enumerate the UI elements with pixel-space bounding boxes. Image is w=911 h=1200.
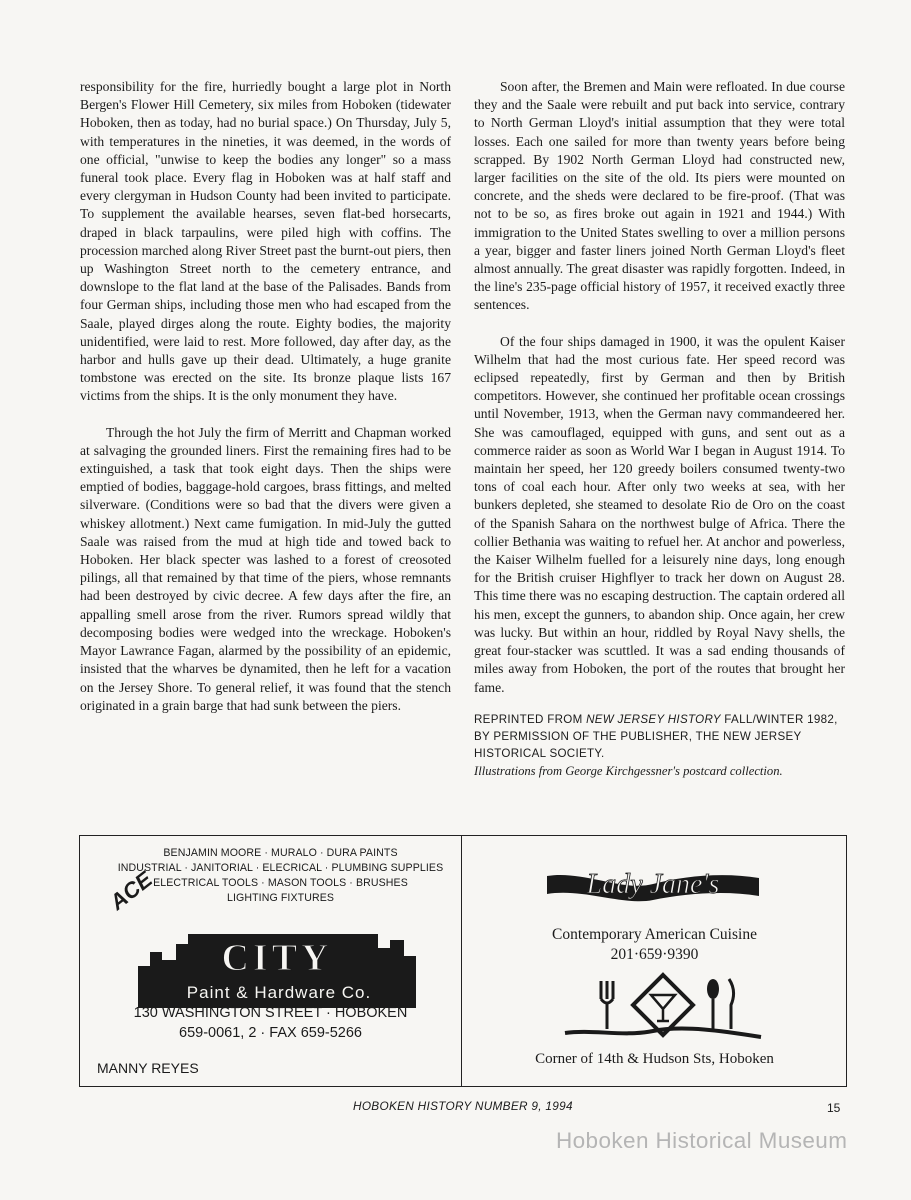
- city-owner-name: MANNY REYES: [97, 1060, 199, 1076]
- article-column-right: [474, 78, 845, 780]
- credit-rest: FALL/WINTER 1982, BY PERMISSION OF THE PUBLISHER, THE NEW JERSEY HISTORICAL SOCIETY.: [474, 712, 838, 760]
- spoon-icon: [707, 979, 719, 1029]
- lady-janes-phone: 201·659·9390: [610, 946, 699, 963]
- article-paragraph: Soon after, the Bremen and Main were refloated. In due course they and the Saale were rebuilt and put back into service, contrary to North German Lloyd's initial assumption that they were total losses. Each one sailed for more than twenty years before being scrapped. By 1902 North German Lloyd had constructed new, larger facilities on the site of the old. Its piers were mounted on concrete, and the sheds were declared to be fire-proof. (That was not to be so, as fires broke out again in 1921 and 1944.) With immigration to the United States swelling to over a million persons a year, bigger and faster liners joined North German Lloyd's fleet almost annually. The great disaster was rapidly forgotten. Indeed, in the line's 235-page official history of 1957, it received exactly three sentences.: [474, 79, 845, 313]
- museum-watermark: Hoboken Historical Museum: [556, 1128, 848, 1153]
- fork-icon: [601, 981, 613, 1029]
- lady-janes-cuisine: Contemporary American Cuisine: [552, 926, 757, 943]
- city-phone: 659-0061, 2 · FAX 659-5266: [179, 1025, 362, 1041]
- product-line: ELECTRICAL TOOLS · MASON TOOLS · BRUSHES: [153, 877, 408, 889]
- article-column-left: [80, 78, 451, 715]
- city-logo-skyline: [128, 904, 428, 1008]
- city-paint-ad: [80, 836, 462, 1086]
- city-address-block: [80, 1003, 461, 1043]
- advertisements-box: [79, 835, 847, 1087]
- ace-brand-mark: ACE: [104, 866, 157, 915]
- city-logo-name: CITY: [221, 937, 333, 979]
- lady-janes-ad: [463, 836, 846, 1086]
- lady-janes-logo: [543, 862, 763, 908]
- credit-prefix: REPRINTED FROM: [474, 712, 583, 726]
- article-paragraph: Of the four ships damaged in 1900, it was the opulent Kaiser Wilhelm that had the most curious fate. Her speed record was eclipsed repeatedly, first by German and then by British competitors. However, she continued her profitable ocean crossings until November, 1913, when the German navy commandeered her. She was camouflaged, equipped with guns, and sent out as a commerce raider as soon as World War I began in August 1914. To maintain her speed, her 120 greedy boilers consumed twenty-two tons of coal each hour. After only two weeks at sea, with her bunkers depleted, she steamed to desolate Rio de Oro on the coast of the Spanish Sahara on the northwest bulge of Africa. There the collier Bethania was waiting to refuel her. At anchor and powerless, the Kaiser Wilhelm fuelled for a leisurely nine days, long enough for the British cruiser Highflyer to track her down on August 28. This time there was no escaping destruction. The captain ordered all his men, except the gunners, to abandon ship. Once again, her crew was lucky. But within an hour, riddled by Royal Navy shells, the great four-stacker was scuttled. It was a sad ending thousands of miles away from Hoboken, the port of the routes that brought her fame.: [474, 333, 845, 695]
- knife-icon: [729, 979, 734, 1029]
- lady-janes-address: Corner of 14th & Hudson Sts, Hoboken: [535, 1051, 774, 1067]
- dining-illustration: [563, 971, 763, 1051]
- article-paragraph: Through the hot July the firm of Merritt and Chapman worked at salvaging the grounded liners. First the remaining fires had to be extinguished, a task that took eight days. Then the ships were emptied of bodies, baggage-hold cargoes, brass fittings, and melted silverware. (Conditions were so bad that the divers were given a whiskey allotment.) Next came fumigation. In mid-July the gutted Saale was raised from the mud at high tide and towed back to Hoboken. Her black specter was lashed to a forest of creosoted pilings, all that remained by that time of the piers, whose remnants had been destroyed by civic decree. A few days after the fire, an appalling smell arose from the river. Rumors spread wildly that decomposing bodies were wedged into the wreckage. Hoboken's Mayor Lawrance Fagan, alarmed by the possibility of an epidemic, insisted that the wharves be dynamited, then he left for a vacation on the Jersey Shore. To general relief, it was found that the stench originated in a grain barge that had sunk between the piers.: [80, 424, 451, 713]
- article-paragraph: responsibility for the fire, hurriedly bought a large plot in North Bergen's Flower Hill Cemetery, six miles from Hoboken (tidewater Hoboken, then as today, had no burial space.) On Thursday, July 5, with temperatures in the nineties, it was deemed, in the words of one official, "unwise to keep the bodies any longer" so a mass funeral took place. Every flag in Hoboken was at half staff and every clergyman in Hudson County had been invited to participate. To supplement the available hearses, seven flat-bed horsecarts, draped in black tarpaulins, were piled high with coffins. The procession marched along River Street past the burnt-out piers, then up Washington Street north to the cemetery entrance, and downslope to the flat land at the base of the Palisades. Bands from four German ships, including those men who had escaped from the Saale, played dirges along the route. Eighty bodies, the majority unidentified, were laid to rest. More followed, day after day, as the harbor and hulls gave up their dead. Ultimately, a huge granite tombstone was erected on the site. Its bronze plaque lists 167 victims from the ships. It is the only monument they have.: [80, 79, 451, 404]
- product-line: BENJAMIN MOORE · MURALO · DURA PAINTS: [163, 847, 398, 859]
- product-line: LIGHTING FIXTURES: [226, 892, 335, 904]
- page-number: 15: [827, 1101, 841, 1115]
- product-list: [110, 846, 451, 906]
- martini-glass-icon: [633, 975, 693, 1035]
- city-logo-subtitle: Paint & Hardware Co.: [186, 983, 372, 1002]
- product-line: INDUSTRIAL · JANITORIAL · ELECRICAL · PLUMBING SUPPLIES: [117, 862, 444, 874]
- publication-footer: HOBOKEN HISTORY NUMBER 9, 1994: [353, 1099, 573, 1113]
- credit-source: NEW JERSEY HISTORY: [586, 712, 721, 726]
- city-street-address: 130 WASHINGTON STREET · HOBOKEN: [133, 1005, 408, 1021]
- lady-janes-logo-name: Lady Jane's: [586, 869, 720, 900]
- reprint-credit: [474, 711, 845, 762]
- illustrations-credit: Illustrations from George Kirchgessner's postcard collection.: [474, 763, 783, 778]
